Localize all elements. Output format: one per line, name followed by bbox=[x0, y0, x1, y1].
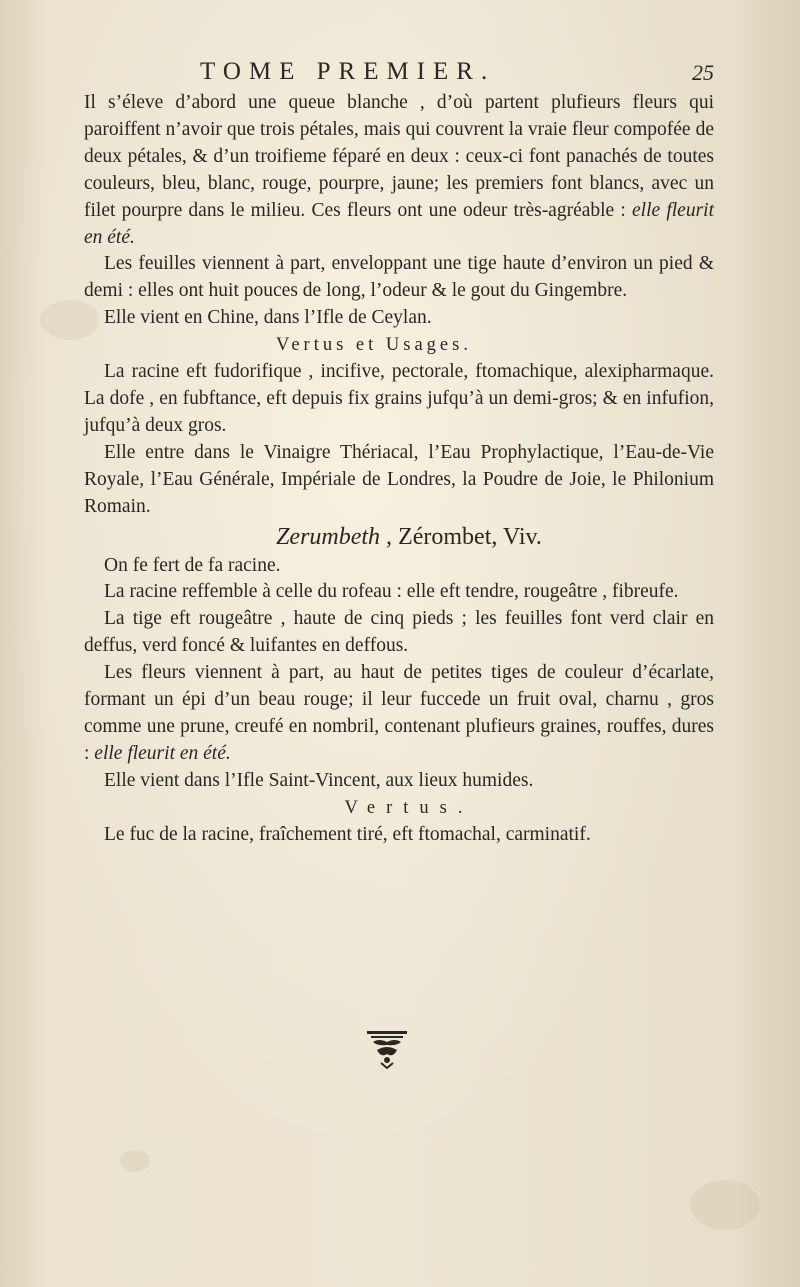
tailpiece-ornament-icon bbox=[363, 1030, 411, 1070]
page-number: 25 bbox=[692, 60, 714, 85]
french-name: Zérombet, Viv. bbox=[398, 523, 542, 550]
flowering-note: elle fleurit en été. bbox=[94, 742, 231, 764]
paragraph: La racine reffemble à celle du rofeau : elle eft tendre, rougeâtre , fibreufe. bbox=[104, 581, 679, 603]
body-text bbox=[84, 90, 714, 848]
paragraph: Elle vient en Chine, dans l’Ifle de Ceylan. bbox=[104, 307, 432, 329]
paragraph: Elle vient dans l’Ifle Saint-Vincent, aux lieux humides. bbox=[104, 769, 534, 791]
paragraph: La racine eft fudorifique , incifive, pectorale, ftomachique, alexipharmaque. La dofe , en fubftance, eft depuis fix grains jufqu’à un demi-gros; & en infufion, jufqu’à deux gros. bbox=[84, 361, 714, 436]
running-title: TOME PREMIER. bbox=[200, 58, 496, 85]
paper-stain bbox=[690, 1180, 760, 1230]
paragraph: On fe fert de fa racine. bbox=[104, 554, 281, 576]
paragraph: Le fuc de la racine, fraîchement tiré, eft ftomachal, carminatif. bbox=[104, 823, 591, 845]
section-heading-vertus: Vertus. bbox=[344, 797, 474, 818]
entry-heading bbox=[84, 521, 714, 553]
paragraph-text: Il s’éleve d’abord une queue blanche , d’où partent plufieurs fleurs qui paroiffent n’avoir que trois pétales, mais qui couvrent la vraie fleur compofée de deux pétales, & d’un troifieme féparé en deux : ceux-ci font panachés de toutes couleurs, bleu, blanc, rouge, pourpre, jaune; les premiers font blancs, avec un filet pourpre dans le milieu. Ces fleurs ont une odeur très-agréable : bbox=[84, 92, 714, 221]
paragraph bbox=[84, 660, 714, 768]
flowering-note: elle fleurit en été. bbox=[84, 199, 715, 248]
section-heading-vertus-usages: Vertus et Usages. bbox=[276, 335, 472, 356]
page-header bbox=[0, 58, 800, 92]
paper-stain bbox=[120, 1150, 150, 1172]
latin-name: Zerumbeth , bbox=[276, 523, 393, 550]
paragraph: Elle entre dans le Vinaigre Thériacal, l’Eau Prophylactique, l’Eau-de-Vie Royale, l’Eau Générale, Impériale de Londres, la Poudre de Joie, le Philonium Romain. bbox=[84, 441, 714, 517]
paragraph-text: Les fleurs viennent à part, au haut de petites tiges de couleur d’écarlate, formant un épi d’un beau rouge; il leur fuccede un fruit oval, charnu , gros comme une prune, creufé en nombril, contenant plufieurs graines, rouffes, dures : bbox=[84, 662, 714, 764]
paragraph: La tige eft rougeâtre , haute de cinq pieds ; les feuilles font verd clair en deffus, verd foncé & luifantes en deffous. bbox=[84, 608, 714, 657]
paragraph bbox=[84, 90, 714, 251]
paragraph: Les feuilles viennent à part, enveloppant une tige haute d’environ un pied & demi : elles ont huit pouces de long, l’odeur & le gout du Gingembre. bbox=[84, 253, 714, 302]
